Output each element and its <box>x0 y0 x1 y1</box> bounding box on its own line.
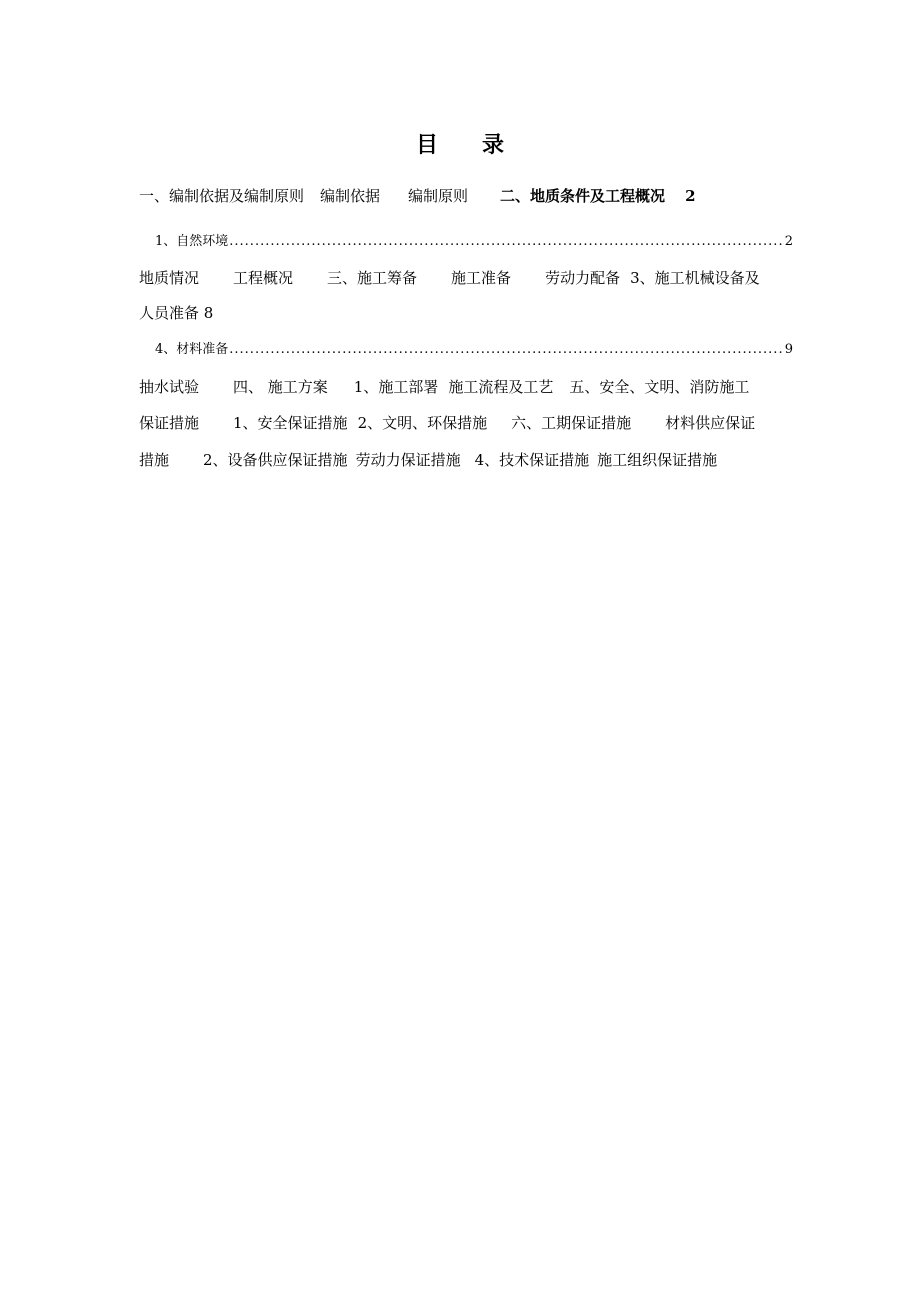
toc-title-char-1: 目 <box>415 132 438 158</box>
toc-item[interactable]: 材料供应保证 <box>665 414 756 432</box>
toc-item[interactable]: 地质情况 <box>139 269 200 287</box>
toc-item[interactable]: 施工组织保证措施 <box>597 451 718 469</box>
toc-item[interactable]: 编制原则 <box>408 187 469 205</box>
toc-entry-1[interactable] <box>155 233 793 251</box>
toc-line-1 <box>139 186 795 206</box>
toc-entry-label: 4、材料准备 <box>155 342 229 357</box>
dot-leader <box>229 341 783 359</box>
toc-title <box>0 128 920 159</box>
toc-item[interactable]: 六、工期保证措施 <box>511 414 632 432</box>
toc-item[interactable]: 劳动力保证措施 <box>355 451 461 469</box>
toc-item[interactable]: 五、安全、文明、消防施工 <box>569 378 750 396</box>
toc-item[interactable]: 措施 <box>139 451 170 469</box>
toc-entry-label: 1、自然环境 <box>155 234 229 249</box>
toc-item[interactable]: 抽水试验 <box>139 378 200 396</box>
toc-line-6 <box>139 377 795 397</box>
toc-line-8 <box>139 450 795 470</box>
toc-title-char-2: 录 <box>482 132 505 158</box>
toc-item[interactable]: 一、编制依据及编制原则 <box>139 187 305 205</box>
toc-item[interactable]: 2、文明、环保措施 <box>357 414 488 432</box>
toc-entry-page: 9 <box>784 342 793 357</box>
toc-entry-2[interactable] <box>155 341 793 359</box>
toc-item[interactable]: 1、安全保证措施 <box>233 414 348 432</box>
dot-leader <box>229 233 783 251</box>
toc-item[interactable]: 人员准备 8 <box>139 304 214 322</box>
toc-item[interactable]: 施工准备 <box>451 269 512 287</box>
toc-item[interactable]: 1、施工部署 <box>353 378 439 396</box>
toc-item[interactable]: 3、施工机械设备及 <box>630 269 760 287</box>
toc-entry-page: 2 <box>784 234 793 249</box>
toc-item[interactable]: 劳动力配备 <box>545 269 621 287</box>
toc-item[interactable]: 编制依据 <box>320 187 381 205</box>
toc-item-bold[interactable]: 二、地质条件及工程概况 <box>500 187 666 205</box>
toc-line-3 <box>139 268 795 288</box>
toc-line-7 <box>139 413 795 433</box>
toc-item[interactable]: 四、 施工方案 <box>233 378 328 396</box>
toc-item[interactable]: 施工流程及工艺 <box>448 378 554 396</box>
toc-item[interactable]: 4、技术保证措施 <box>474 451 590 469</box>
toc-page-number: 2 <box>685 187 696 205</box>
toc-item[interactable]: 2、设备供应保证措施 <box>203 451 348 469</box>
toc-line-4 <box>139 303 795 323</box>
toc-item[interactable]: 保证措施 <box>139 414 200 432</box>
toc-item[interactable]: 工程概况 <box>233 269 294 287</box>
toc-item[interactable]: 三、施工筹备 <box>327 269 418 287</box>
